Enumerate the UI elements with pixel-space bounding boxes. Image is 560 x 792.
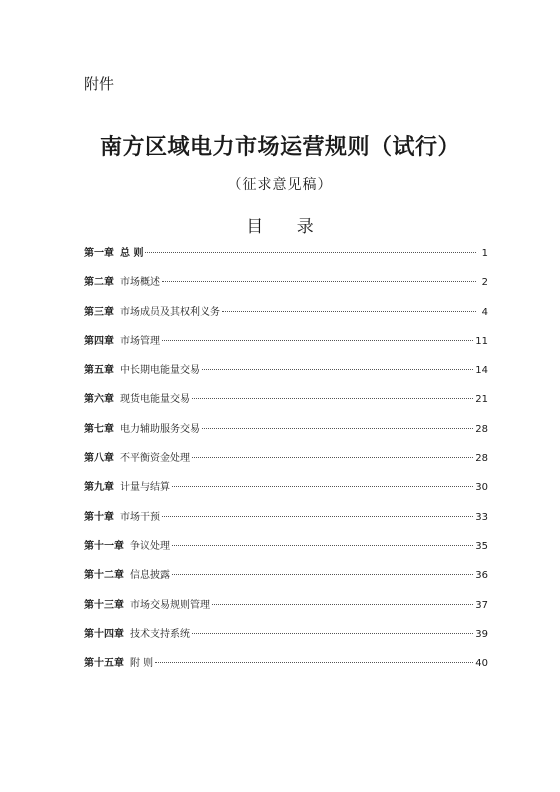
toc-entry-label: [84, 332, 160, 347]
page-number: 4: [481, 306, 488, 318]
dot-leader: [192, 398, 473, 399]
page-number: 2: [481, 277, 488, 289]
chapter-number: 第九章: [84, 482, 114, 494]
page-number: 35: [475, 540, 488, 552]
chapter-title: 附 则: [130, 658, 154, 670]
toc-entry-label: [84, 566, 170, 581]
toc-entry[interactable]: [84, 361, 488, 390]
dot-leader: [162, 281, 476, 282]
toc-entry[interactable]: [84, 332, 488, 361]
toc-entry[interactable]: [84, 390, 488, 419]
document-subtitle: （征求意见稿）: [227, 177, 333, 193]
dot-leader: [212, 604, 473, 605]
page-number: 28: [475, 423, 488, 435]
toc-entry-label: [84, 449, 190, 464]
chapter-number: 第八章: [84, 453, 114, 465]
chapter-number: 第一章: [84, 248, 114, 259]
chapter-number: 第十五章: [84, 658, 124, 670]
toc-entry-label: [84, 361, 200, 376]
chapter-number: 第十一章: [84, 540, 124, 552]
toc-entry[interactable]: [84, 625, 488, 654]
toc-entry-label: [84, 537, 170, 552]
toc-entry[interactable]: [84, 478, 488, 507]
toc-entry-label: [84, 596, 210, 611]
document-title: 南方区域电力市场运营规则（试行）: [99, 134, 460, 160]
chapter-number: 第十二章: [84, 570, 124, 582]
chapter-number: 第六章: [84, 394, 114, 406]
toc-entry[interactable]: [84, 566, 488, 595]
chapter-number: 第三章: [84, 306, 114, 318]
chapter-title: 中长期电能量交易: [120, 365, 200, 377]
dot-leader: [202, 369, 473, 370]
dot-leader: [172, 486, 473, 487]
dot-leader: [162, 340, 473, 341]
dot-leader: [162, 516, 473, 517]
chapter-title: 总 则: [120, 248, 144, 259]
chapter-number: 第十四章: [84, 628, 124, 640]
toc-entry-label: [84, 654, 153, 669]
dot-leader: [145, 252, 476, 253]
chapter-title: 技术支持系统: [130, 628, 190, 640]
toc-entry[interactable]: [84, 596, 488, 625]
dot-leader: [155, 662, 473, 663]
page-number: 30: [475, 482, 488, 494]
toc-entry-label: [84, 625, 190, 640]
chapter-number: 第二章: [84, 277, 114, 289]
toc-heading: 目 录: [246, 217, 328, 237]
page-number: 33: [475, 511, 488, 523]
toc-entry-label: [84, 478, 170, 493]
chapter-title: 现货电能量交易: [120, 394, 190, 406]
toc-entry-label: [84, 244, 143, 259]
chapter-title: 信息披露: [130, 570, 170, 582]
chapter-title: 市场成员及其权利义务: [120, 306, 220, 318]
attachment-label: 附件: [84, 75, 115, 93]
toc-entry-label: [84, 390, 190, 405]
chapter-title: 不平衡资金处理: [120, 453, 190, 465]
chapter-title: 争议处理: [130, 540, 170, 552]
chapter-number: 第十章: [84, 511, 114, 523]
page-number: 39: [475, 628, 488, 640]
chapter-title: 市场管理: [120, 335, 160, 347]
dot-leader: [192, 633, 473, 634]
toc-entry[interactable]: [84, 537, 488, 566]
page-number: 28: [475, 453, 488, 465]
chapter-number: 第十三章: [84, 599, 124, 611]
toc-entry[interactable]: [84, 508, 488, 537]
toc-entry[interactable]: [84, 420, 488, 449]
chapter-title: 市场交易规则管理: [130, 599, 210, 611]
chapter-title: 计量与结算: [120, 482, 170, 494]
chapter-title: 市场干预: [120, 511, 160, 523]
page-number: 14: [475, 365, 488, 377]
dot-leader: [192, 457, 473, 458]
chapter-number: 第五章: [84, 365, 114, 377]
dot-leader: [172, 545, 473, 546]
page-number: 11: [475, 335, 488, 347]
toc-entry[interactable]: [84, 273, 488, 302]
toc-entry-label: [84, 273, 160, 288]
toc-entry[interactable]: [84, 449, 488, 478]
chapter-number: 第七章: [84, 423, 114, 435]
page-number: 21: [475, 394, 488, 406]
toc-entry[interactable]: [84, 303, 488, 332]
chapter-title: 电力辅助服务交易: [120, 423, 200, 435]
table-of-contents: [84, 244, 488, 683]
page-number: 1: [481, 248, 488, 259]
page-number: 36: [475, 570, 488, 582]
toc-entry-label: [84, 303, 220, 318]
page-number: 40: [475, 658, 488, 670]
chapter-number: 第四章: [84, 335, 114, 347]
toc-entry-label: [84, 420, 200, 435]
page-number: 37: [475, 599, 488, 611]
dot-leader: [202, 428, 473, 429]
dot-leader: [222, 311, 476, 312]
toc-entry-label: [84, 508, 160, 523]
toc-entry[interactable]: [84, 244, 488, 273]
toc-entry[interactable]: [84, 654, 488, 683]
dot-leader: [172, 574, 473, 575]
chapter-title: 市场概述: [120, 277, 160, 289]
